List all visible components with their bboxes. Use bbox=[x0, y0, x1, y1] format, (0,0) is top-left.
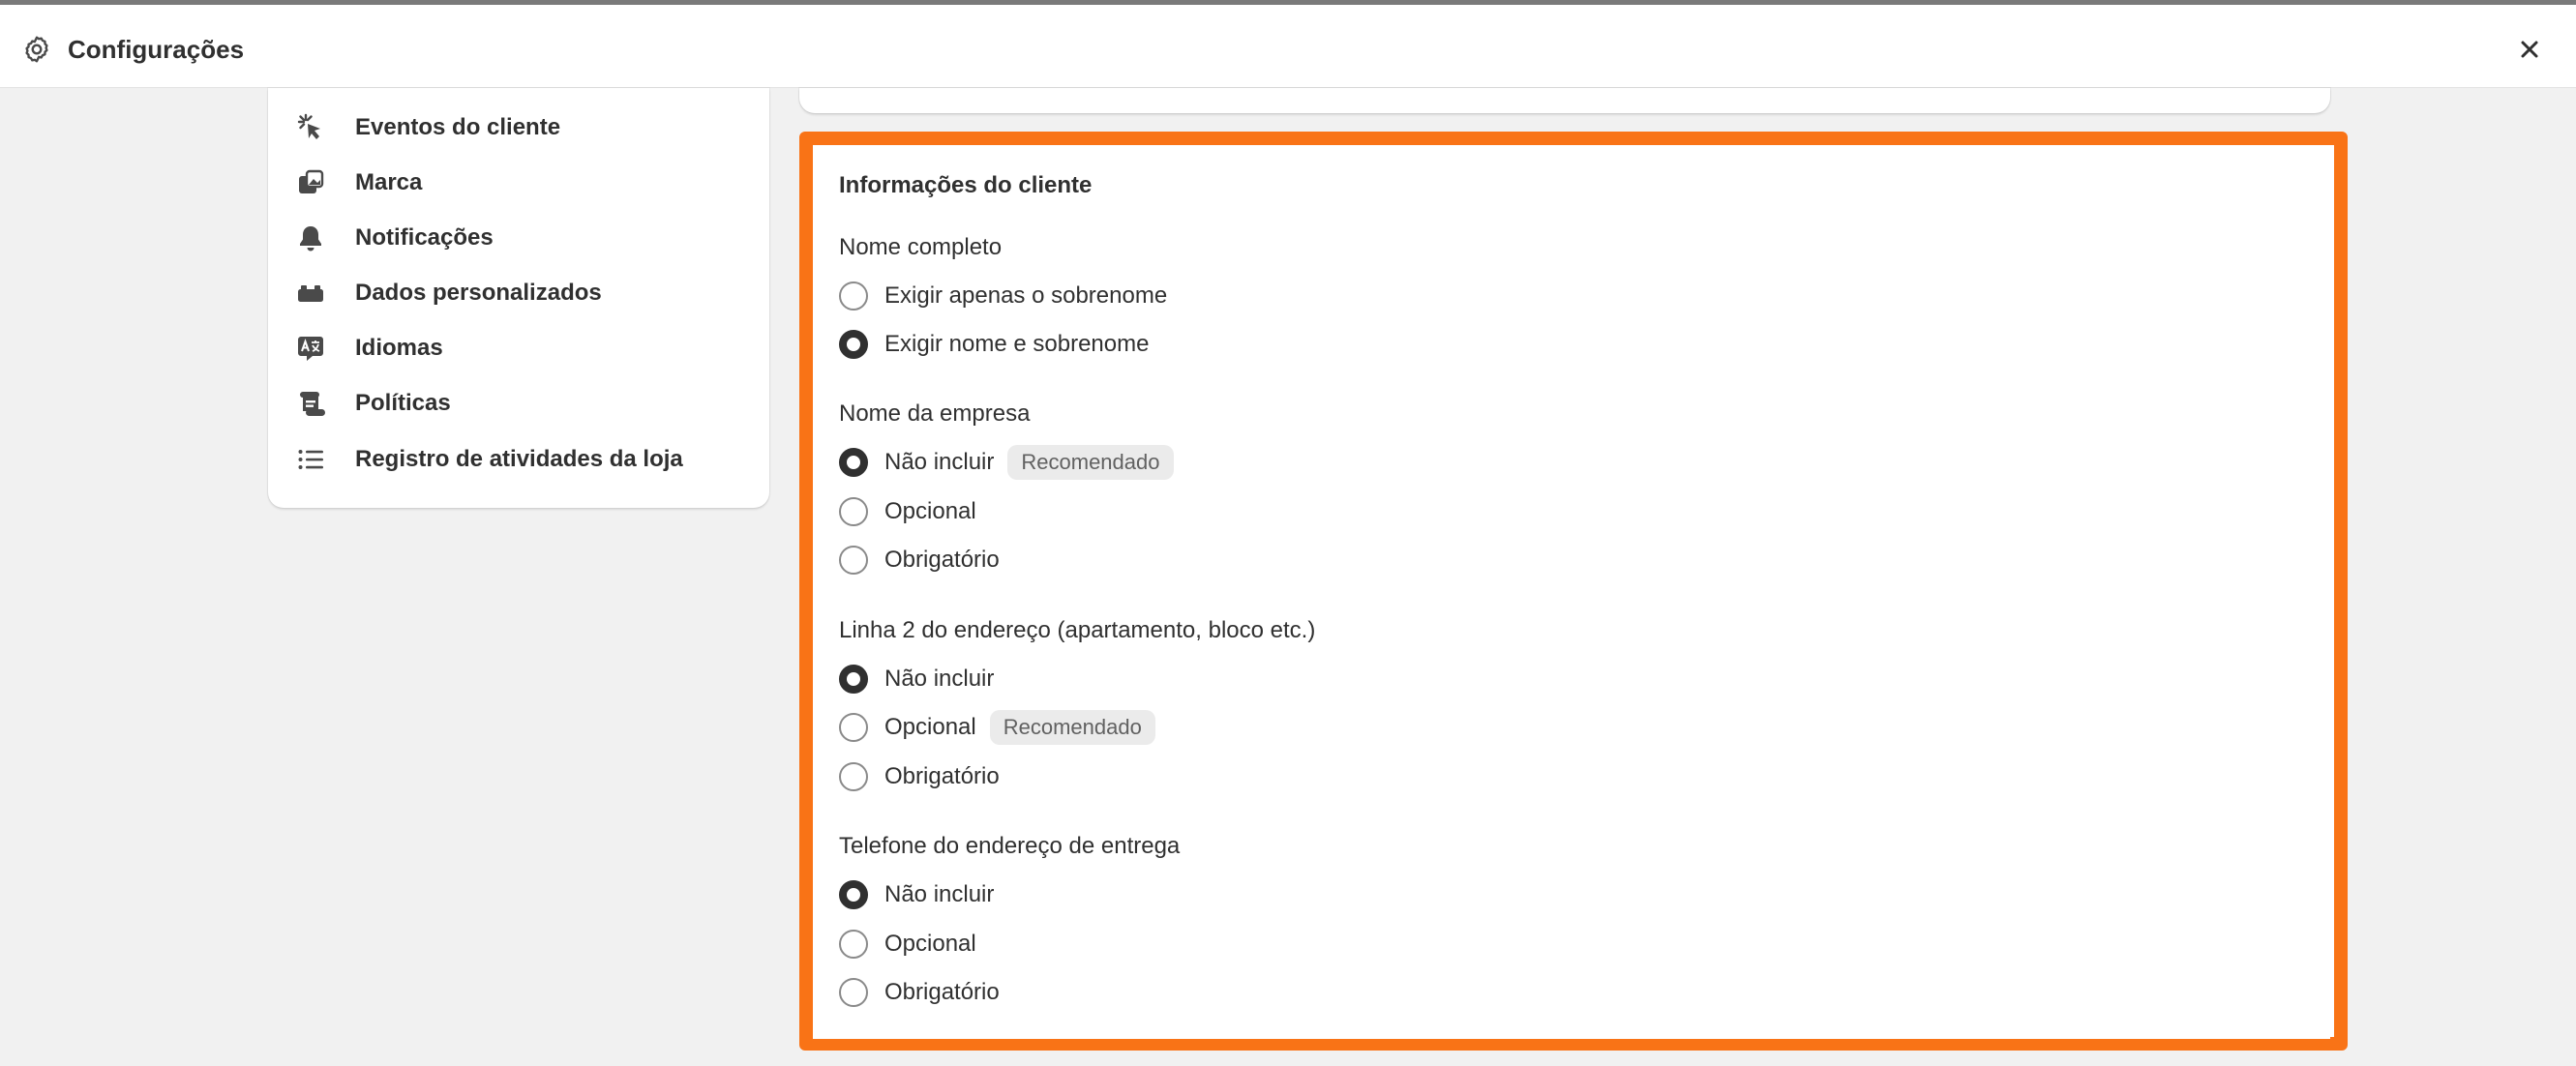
card-title: Informações do cliente bbox=[839, 172, 1093, 198]
option-telefone-nao-incluir[interactable] bbox=[839, 877, 994, 912]
sidebar-item-marca[interactable] bbox=[280, 157, 758, 209]
bell-icon bbox=[295, 222, 326, 253]
radio-button[interactable] bbox=[839, 497, 868, 526]
sidebar-item-dados-personalizados[interactable] bbox=[280, 267, 758, 319]
option-empresa-nao-incluir[interactable] bbox=[839, 445, 1174, 480]
option-label: Opcional bbox=[884, 931, 976, 957]
sidebar-item-label: Dados personalizados bbox=[355, 280, 602, 306]
list-icon bbox=[295, 444, 326, 475]
option-linha2-nao-incluir[interactable] bbox=[839, 662, 994, 696]
radio-button[interactable] bbox=[839, 713, 868, 742]
gear-icon bbox=[21, 34, 52, 65]
option-label: Não incluir bbox=[884, 666, 995, 692]
sidebar-item-politicas[interactable] bbox=[280, 377, 758, 429]
page-title: Configurações bbox=[68, 35, 245, 64]
custom-data-icon bbox=[295, 278, 326, 309]
option-label: Não incluir bbox=[884, 881, 995, 907]
option-linha2-opcional[interactable] bbox=[839, 710, 1155, 745]
radio-button[interactable] bbox=[839, 665, 868, 694]
option-label: Opcional bbox=[884, 498, 976, 524]
recommended-badge: Recomendado bbox=[990, 710, 1155, 745]
radio-button[interactable] bbox=[839, 330, 868, 359]
radio-button[interactable] bbox=[839, 880, 868, 909]
sidebar-item-label: Registro de atividades da loja bbox=[355, 446, 683, 472]
option-telefone-opcional[interactable] bbox=[839, 927, 976, 962]
sidebar-item-registro-de-atividades[interactable] bbox=[280, 433, 758, 486]
radio-button[interactable] bbox=[839, 762, 868, 791]
group-label-nome-da-empresa: Nome da empresa bbox=[839, 400, 1031, 427]
option-label: Obrigatório bbox=[884, 979, 1000, 1005]
sidebar-item-notificacoes[interactable] bbox=[280, 212, 758, 264]
customer-info-card bbox=[813, 145, 2330, 1039]
sidebar-item-label: Eventos do cliente bbox=[355, 114, 561, 140]
close-icon bbox=[2519, 39, 2540, 60]
sidebar-item-label: Políticas bbox=[355, 390, 451, 416]
option-exigir-nome-e-sobrenome[interactable] bbox=[839, 327, 1149, 362]
option-telefone-obrigatorio[interactable] bbox=[839, 975, 1000, 1010]
policy-icon bbox=[295, 388, 326, 419]
option-label: Exigir apenas o sobrenome bbox=[884, 282, 1168, 309]
cursor-click-icon bbox=[295, 112, 326, 143]
group-label-nome-completo: Nome completo bbox=[839, 234, 1003, 260]
brand-icon bbox=[295, 167, 326, 198]
option-empresa-opcional[interactable] bbox=[839, 494, 976, 529]
option-label: Exigir nome e sobrenome bbox=[884, 331, 1150, 357]
option-label: Não incluir bbox=[884, 449, 995, 475]
group-label-telefone-entrega: Telefone do endereço de entrega bbox=[839, 833, 1181, 859]
recommended-badge: Recomendado bbox=[1007, 445, 1173, 480]
language-icon bbox=[295, 333, 326, 364]
radio-button[interactable] bbox=[839, 978, 868, 1007]
sidebar-item-eventos-do-cliente[interactable] bbox=[280, 102, 758, 154]
option-label: Opcional bbox=[884, 714, 976, 740]
settings-header bbox=[0, 5, 2576, 88]
sidebar-item-label: Notificações bbox=[355, 224, 494, 251]
radio-button[interactable] bbox=[839, 930, 868, 959]
sidebar-item-idiomas[interactable] bbox=[280, 322, 758, 374]
close-button[interactable] bbox=[2512, 32, 2547, 67]
radio-button[interactable] bbox=[839, 546, 868, 575]
option-linha2-obrigatorio[interactable] bbox=[839, 759, 1000, 794]
sidebar-item-label: Marca bbox=[355, 169, 423, 195]
option-label: Obrigatório bbox=[884, 763, 1000, 789]
option-label: Obrigatório bbox=[884, 547, 1000, 573]
previous-card bbox=[799, 88, 2330, 113]
radio-button[interactable] bbox=[839, 281, 868, 311]
sidebar-item-label: Idiomas bbox=[355, 335, 443, 361]
radio-button[interactable] bbox=[839, 448, 868, 477]
settings-sidebar bbox=[268, 88, 769, 508]
option-exigir-apenas-sobrenome[interactable] bbox=[839, 279, 1167, 313]
group-label-linha-2-endereco: Linha 2 do endereço (apartamento, bloco etc.) bbox=[839, 617, 1316, 643]
option-empresa-obrigatorio[interactable] bbox=[839, 543, 1000, 577]
